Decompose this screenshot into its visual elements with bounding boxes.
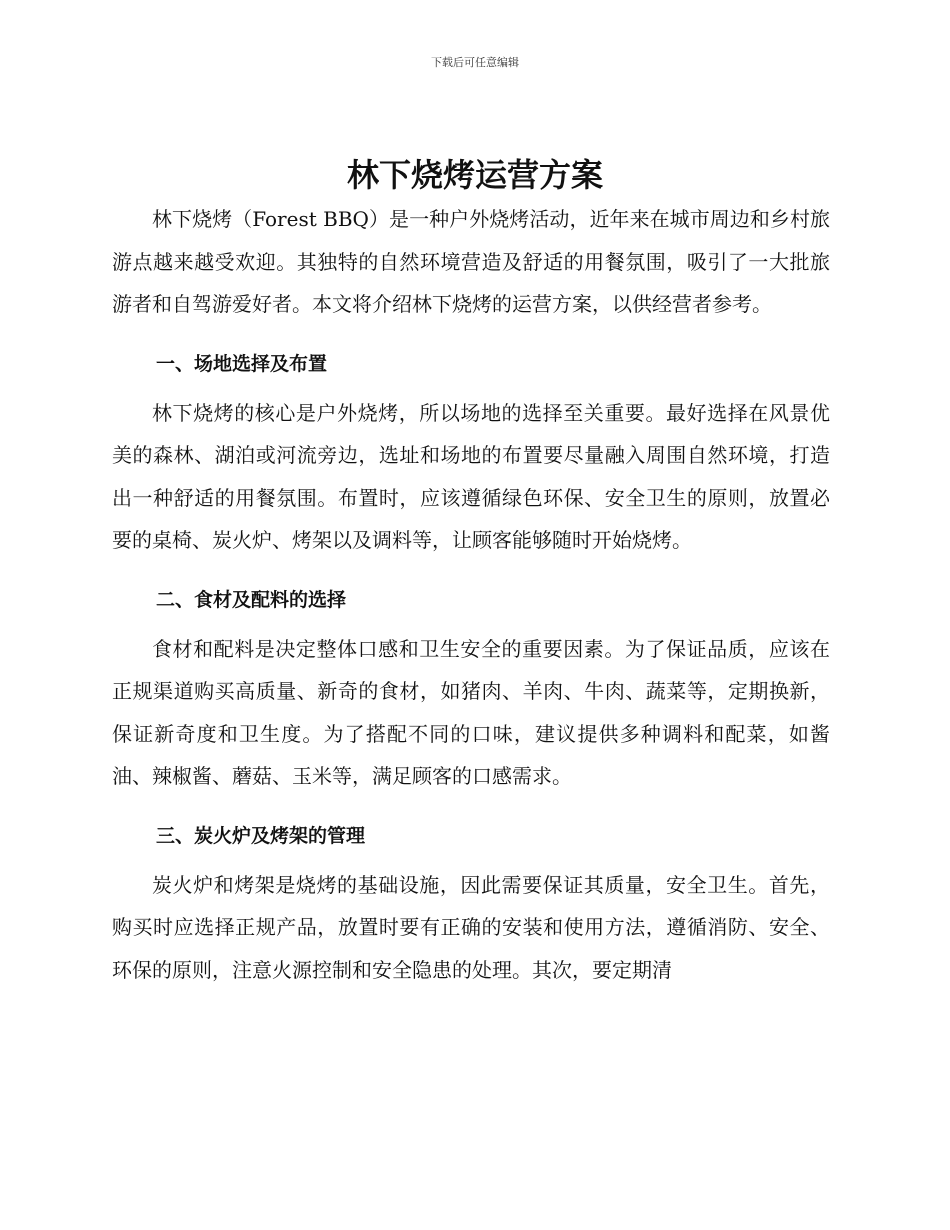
document-body (112, 198, 830, 991)
header-note: 下载后可任意编辑 (431, 56, 519, 69)
section-heading-grill: 三、炭火炉及烤架的管理 (156, 824, 366, 847)
section-heading-ingredients: 二、食材及配料的选择 (156, 588, 347, 611)
document-title: 林下烧烤运营方案 (346, 156, 603, 194)
section-body-ingredients: 食材和配料是决定整体口感和卫生安全的重要因素。为了保证品质，应该在正规渠道购买高质量、新奇的食材，如猪肉、羊肉、牛肉、蔬菜等，定期换新，保证新奇度和卫生度。为了搭配不同的口味，建议提供多种调料和配菜，如酱油、辣椒酱、蘑菇、玉米等，满足顾客的口感需求。 (112, 636, 830, 788)
intro-paragraph: 林下烧烤（Forest BBQ）是一种户外烧烤活动，近年来在城市周边和乡村旅游点越来越受欢迎。其独特的自然环境营造及舒适的用餐氛围，吸引了一大批旅游者和自驾游爱好者。本文将介绍林下烧烤的运营方案，以供经营者参考。 (112, 207, 830, 316)
section-body-grill: 炭火炉和烤架是烧烤的基础设施，因此需要保证其质量，安全卫生。首先，购买时应选择正规产品，放置时要有正确的安装和使用方法，遵循消防、安全、环保的原则，注意火源控制和安全隐患的处理。其次，要定期清 (112, 872, 830, 982)
section-body-site: 林下烧烤的核心是户外烧烤，所以场地的选择至关重要。最好选择在风景优美的森林、湖泊或河流旁边，选址和场地的布置要尽量融入周围自然环境，打造出一种舒适的用餐氛围。布置时，应该遵循绿色环保、安全卫生的原则，放置必要的桌椅、炭火炉、烤架以及调料等，让顾客能够随时开始烧烤。 (112, 400, 830, 552)
section-heading-site: 一、场地选择及布置 (156, 352, 328, 375)
